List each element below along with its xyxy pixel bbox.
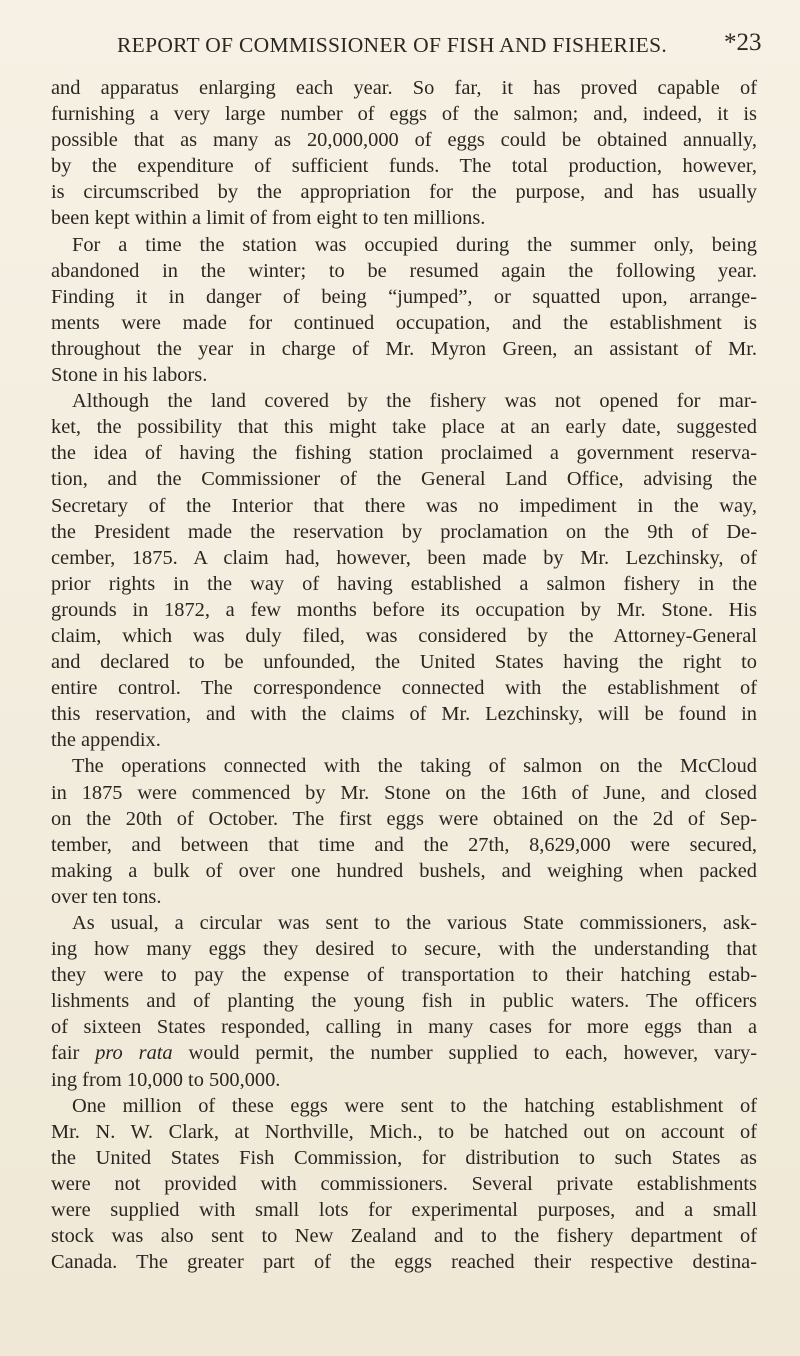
text-line: The operations connected with the taking of salmon on the McCloud — [72, 755, 757, 778]
text-line: they were to pay the expense of transportation to their hatching estab- — [51, 964, 757, 987]
text-line: As usual, a circular was sent to the various State commissioners, ask- — [72, 912, 757, 934]
text-line: furnishing a very large number of eggs of the salmon; and, indeed, it is — [51, 103, 757, 126]
text-line: lishments and of planting the young fish in public waters. The officers — [51, 990, 757, 1013]
text-line: and declared to be unfounded, the United States having the right to — [51, 651, 757, 674]
text-line: abandoned in the winter; to be resumed again the following year. — [51, 259, 757, 282]
text-line: Mr. N. W. Clark, at Northville, Mich., to be hatched out on account of — [51, 1120, 757, 1143]
text-line: were supplied with small lots for experimental purposes, and a small — [51, 1199, 757, 1222]
text-line: tion, and the Commissioner of the General Land Office, advising the — [51, 468, 757, 491]
text-line: this reservation, and with the claims of Mr. Lezchinsky, will be found in — [51, 703, 757, 726]
text-line: Although the land covered by the fishery was not opened for mar- — [72, 390, 757, 413]
text-line: throughout the year in charge of Mr. Myron Green, an assistant of Mr. — [51, 337, 757, 360]
text-line: were not provided with commissioners. Several private establishments — [51, 1172, 757, 1195]
text-line: For a time the station was occupied during the summer only, being — [72, 233, 757, 256]
text-line: fair pro rata would permit, the number supplied to each, however, vary- — [51, 1042, 757, 1065]
text-line: possible that as many as 20,000,000 of eggs could be obtained annually, — [51, 129, 757, 152]
text-line: One million of these eggs were sent to the hatching establishment of — [72, 1094, 757, 1117]
text-line: the idea of having the fishing station proclaimed a government reserva- — [51, 442, 757, 465]
text-line: the appendix. — [51, 729, 161, 752]
text-line: entire control. The correspondence connected with the establishment of — [51, 677, 757, 700]
text-line: ing how many eggs they desired to secure, with the understanding that — [51, 938, 757, 961]
text-line: cember, 1875. A claim had, however, been made by Mr. Lezchinsky, of — [51, 546, 757, 569]
text-line: in 1875 were commenced by Mr. Stone on the 16th of June, and closed — [51, 781, 757, 804]
text-line: is circumscribed by the appropriation for the purpose, and has usually — [51, 181, 757, 204]
text-line: on the 20th of October. The first eggs were obtained on the 2d of Sep- — [51, 807, 757, 830]
text-line: of sixteen States responded, calling in many cases for more eggs than a — [51, 1016, 757, 1039]
running-head: REPORT OF COMMISSIONER OF FISH AND FISHERIES. — [117, 33, 668, 57]
text-line: Stone in his labors. — [51, 364, 208, 387]
text-line: the President made the reservation by proclamation on the 9th of De- — [51, 520, 757, 543]
text-line: Secretary of the Interior that there was no impediment in the way, — [51, 494, 757, 517]
text-line: Canada. The greater part of the eggs reached their respective destina- — [51, 1251, 757, 1274]
text-line: ket, the possibility that this might take place at an early date, suggested — [51, 416, 757, 439]
text-line: stock was also sent to New Zealand and to the fishery department of — [51, 1225, 757, 1248]
text-line: ments were made for continued occupation, and the establishment is — [51, 311, 757, 334]
body-text — [51, 75, 757, 1275]
page-header — [0, 29, 800, 63]
text-line: the United States Fish Commission, for distribution to such States as — [51, 1146, 757, 1169]
text-line: tember, and between that time and the 27th, 8,629,000 were secured, — [51, 833, 757, 856]
text-line: by the expenditure of sufficient funds. The total production, however, — [51, 155, 757, 178]
page-number: *23 — [724, 29, 762, 56]
text-line: been kept within a limit of from eight to ten millions. — [51, 207, 486, 230]
text-line: ing from 10,000 to 500,000. — [51, 1068, 281, 1091]
text-line: and apparatus enlarging each year. So far, it has proved capable of — [51, 77, 757, 99]
text-line: grounds in 1872, a few months before its occupation by Mr. Stone. His — [51, 598, 757, 621]
text-line: Finding it in danger of being “jumped”, or squatted upon, arrange- — [51, 285, 757, 308]
text-line: claim, which was duly filed, was considered by the Attorney-General — [51, 624, 757, 647]
text-line: making a bulk of over one hundred bushels, and weighing when packed — [51, 859, 757, 882]
text-line: prior rights in the way of having established a salmon fishery in the — [51, 572, 757, 595]
text-line: over ten tons. — [51, 885, 162, 908]
